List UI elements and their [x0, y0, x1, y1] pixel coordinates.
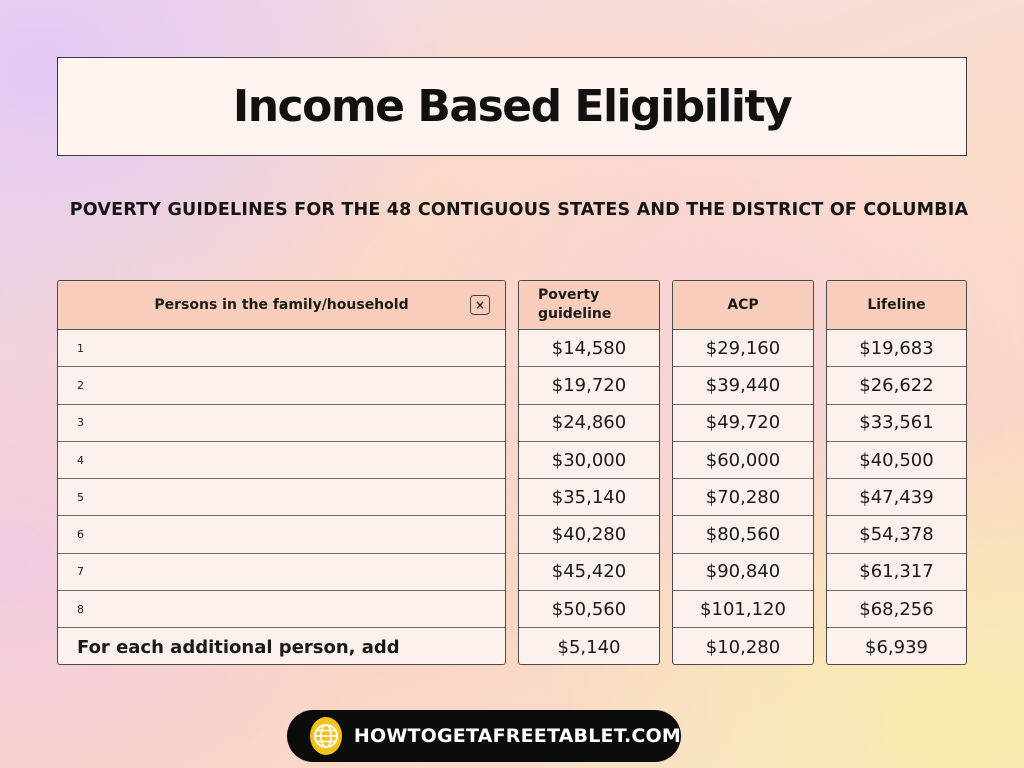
- table-cell: $61,317: [827, 554, 966, 591]
- table-cell: $70,280: [673, 479, 813, 516]
- table-cell: $68,256: [827, 591, 966, 628]
- table-cell: $19,720: [519, 367, 659, 404]
- table-row: 1: [58, 330, 505, 367]
- page-title: Income Based Eligibility: [232, 81, 792, 132]
- table-row: 3: [58, 405, 505, 442]
- table-cell: $45,420: [519, 554, 659, 591]
- table-cell: $33,561: [827, 405, 966, 442]
- table-cell: $101,120: [673, 591, 813, 628]
- table-cell: $80,560: [673, 516, 813, 553]
- persons-header: [58, 281, 505, 330]
- globe-icon: [310, 717, 342, 755]
- table-cell: $40,280: [519, 516, 659, 553]
- website-link[interactable]: HOWTOGETAFREETABLET.COM: [353, 725, 681, 747]
- table-cell: $40,500: [827, 442, 966, 479]
- table-row: 5: [58, 479, 505, 516]
- table-cell: $54,378: [827, 516, 966, 553]
- table-cell: $35,140: [519, 479, 659, 516]
- table-cell: $60,000: [673, 442, 813, 479]
- table-cell: $90,840: [673, 554, 813, 591]
- table-cell: $19,683: [827, 330, 966, 367]
- acp-table: [672, 280, 814, 665]
- table-cell: $47,439: [827, 479, 966, 516]
- table-cell: $5,140: [557, 636, 621, 658]
- table-cell: $6,939: [865, 636, 928, 658]
- title-box: [57, 57, 967, 156]
- table-row: 8: [58, 591, 505, 628]
- persons-table: [57, 280, 506, 665]
- table-cell: $26,622: [827, 367, 966, 404]
- poverty-header: Poverty guideline: [519, 281, 659, 330]
- poverty-table: [518, 280, 660, 665]
- table-row: 4: [58, 442, 505, 479]
- acp-header: ACP: [673, 281, 813, 330]
- table-row: 7: [58, 554, 505, 591]
- table-cell: $49,720: [673, 405, 813, 442]
- table-row: 2: [58, 367, 505, 404]
- table-cell: $10,280: [705, 636, 781, 658]
- table-cell: $14,580: [519, 330, 659, 367]
- table-cell: $24,860: [519, 405, 659, 442]
- table-cell: $39,440: [673, 367, 813, 404]
- website-pill[interactable]: [287, 710, 681, 762]
- table-cell: $30,000: [519, 442, 659, 479]
- lifeline-table: [826, 280, 967, 665]
- table-cell: $29,160: [673, 330, 813, 367]
- table-row-additional: For each additional person, add: [77, 636, 400, 658]
- close-icon[interactable]: ×: [470, 295, 490, 315]
- table-row: 6: [58, 516, 505, 553]
- lifeline-header: Lifeline: [827, 281, 966, 330]
- page-subtitle: POVERTY GUIDELINES FOR THE 48 CONTIGUOUS STATES AND THE DISTRICT OF COLUMBIA: [69, 200, 969, 220]
- table-cell: $50,560: [519, 591, 659, 628]
- persons-header-label: Persons in the family/household: [154, 297, 409, 313]
